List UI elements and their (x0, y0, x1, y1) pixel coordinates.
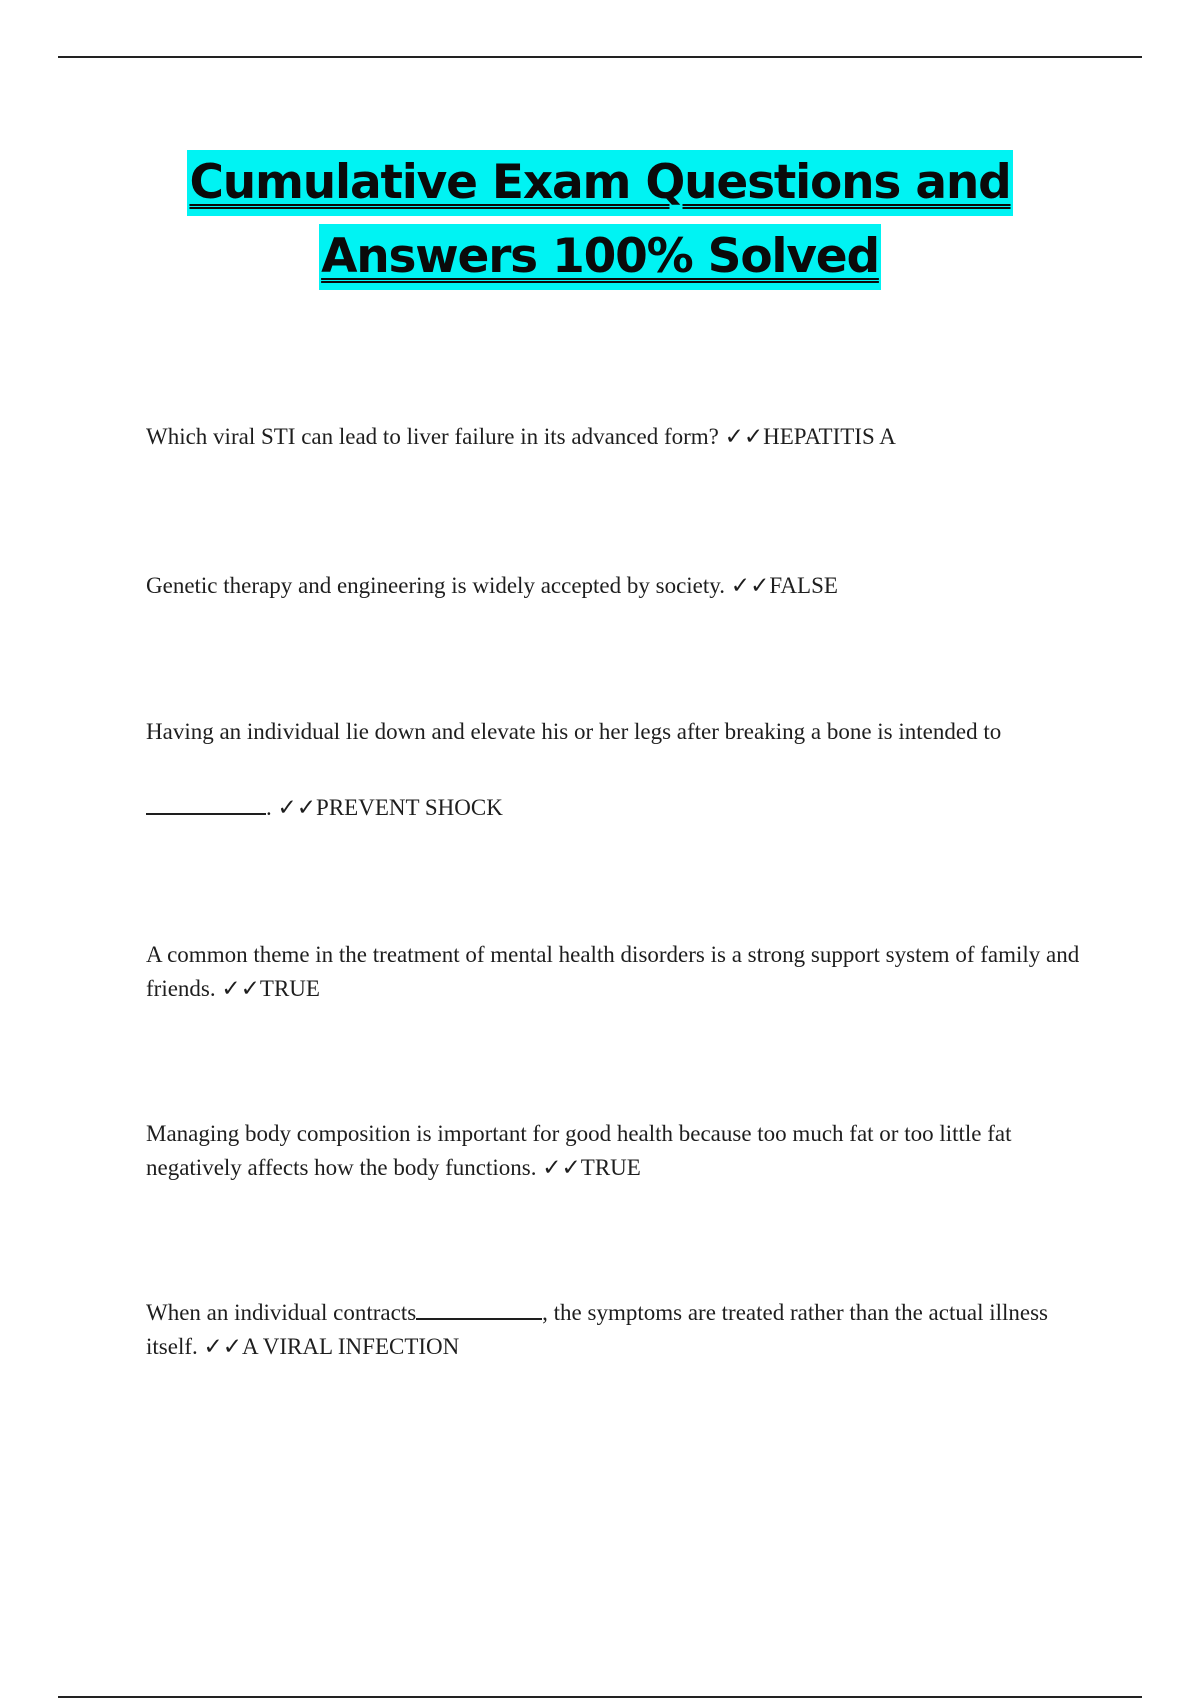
line-gap (146, 749, 1096, 791)
blank-punctuation: . (266, 795, 272, 820)
title-line-2: Answers 100% Solved (319, 224, 881, 290)
question-text: Managing body composition is important for good health because too much fat or too little fat negatively affects how the body functions. (146, 1121, 1012, 1180)
fill-in-blank (146, 791, 266, 815)
question-text-before: When an individual contracts (146, 1300, 417, 1325)
answer-text: ✓✓A VIRAL INFECTION (203, 1334, 460, 1359)
answer-text: ✓✓HEPATITIS A (724, 424, 896, 449)
title-line-1: Cumulative Exam Questions and (187, 150, 1012, 216)
question-1 (146, 420, 1096, 454)
question-5 (146, 1117, 1096, 1185)
question-text: Having an individual lie down and elevate his or her legs after breaking a bone is intended to (146, 719, 1002, 744)
question-4 (146, 938, 1096, 1006)
question-2 (146, 569, 1096, 603)
answer-text: ✓✓PREVENT SHOCK (277, 795, 503, 820)
header-rule (58, 56, 1142, 58)
question-text-after: , the symptoms are treated rather than the actual illness itself. (146, 1300, 1048, 1359)
question-text: A common theme in the treatment of mental health disorders is a strong support system of family and friends. (146, 942, 1080, 1001)
fill-in-blank (416, 1296, 542, 1320)
document-title (0, 150, 1200, 298)
question-3 (146, 715, 1096, 825)
question-6 (146, 1296, 1096, 1364)
question-text: Genetic therapy and engineering is widely accepted by society. (146, 573, 726, 598)
footer-rule (58, 1696, 1142, 1698)
answer-text: ✓✓TRUE (221, 976, 320, 1001)
answer-text: ✓✓TRUE (542, 1155, 641, 1180)
question-text: Which viral STI can lead to liver failure in its advanced form? (146, 424, 719, 449)
answer-text: ✓✓FALSE (730, 573, 838, 598)
